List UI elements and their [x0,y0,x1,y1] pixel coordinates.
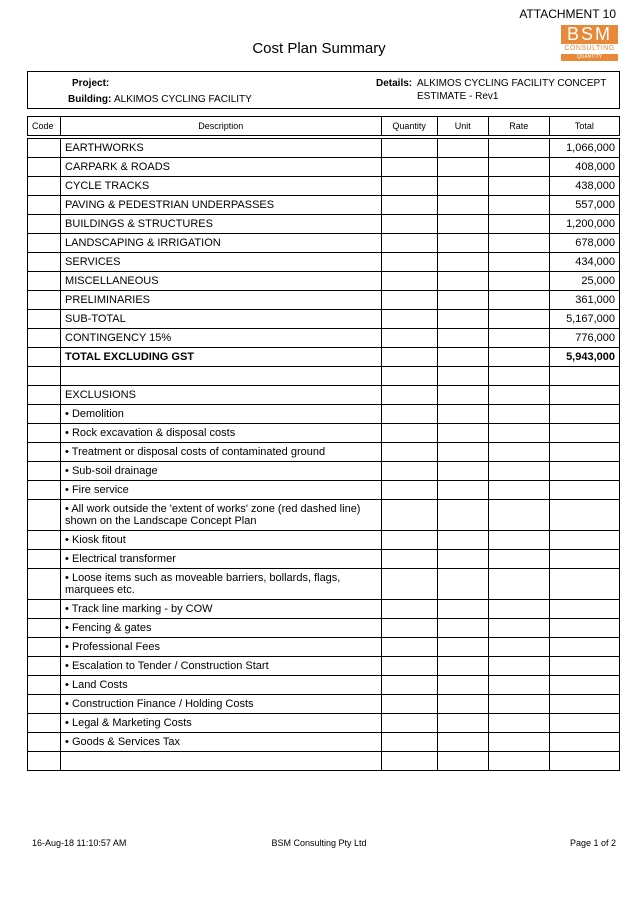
total-cell: 25,000 [549,272,619,291]
total-cell [549,657,619,676]
footer-company: BSM Consulting Pty Ltd [271,838,367,848]
table-row [28,462,620,481]
total-cell: 5,943,000 [549,348,619,367]
logo-tag: QUANTITY SURVEYORS [561,54,618,61]
code-cell [28,177,61,196]
total-cell [549,695,619,714]
code-cell [28,310,61,329]
code-cell [28,253,61,272]
rate-cell [488,443,549,462]
quantity-cell [381,714,437,733]
table-row [28,550,620,569]
rate-cell [488,272,549,291]
rate-cell [488,291,549,310]
description-cell: CARPARK & ROADS [61,158,382,177]
page-title: Cost Plan Summary [252,40,386,57]
unit-cell [437,752,488,771]
description-cell: BUILDINGS & STRUCTURES [61,215,382,234]
code-cell [28,215,61,234]
description-cell: • Kiosk fitout [61,531,382,550]
code-cell [28,550,61,569]
code-cell [28,752,61,771]
total-cell [549,500,619,531]
table-row [28,405,620,424]
quantity-cell [381,638,437,657]
quantity-cell [381,550,437,569]
quantity-cell [381,462,437,481]
description-cell: MISCELLANEOUS [61,272,382,291]
description-cell: LANDSCAPING & IRRIGATION [61,234,382,253]
description-cell: • All work outside the 'extent of works' zone (red dashed line) shown on the Landscape Concept Plan [61,500,382,531]
table-row [28,569,620,600]
table-row [28,253,620,272]
total-cell [549,676,619,695]
rate-cell [488,158,549,177]
total-cell: 361,000 [549,291,619,310]
code-cell [28,348,61,367]
footer-timestamp: 16-Aug-18 11:10:57 AM [32,838,127,848]
unit-cell [437,638,488,657]
unit-cell [437,676,488,695]
total-cell [549,443,619,462]
quantity-cell [381,531,437,550]
table-row [28,638,620,657]
quantity-cell [381,657,437,676]
quantity-cell [381,310,437,329]
code-cell [28,158,61,177]
rate-cell [488,531,549,550]
unit-cell [437,531,488,550]
unit-cell [437,253,488,272]
quantity-cell [381,139,437,158]
quantity-cell [381,600,437,619]
unit-cell [437,462,488,481]
table-row [28,676,620,695]
rate-cell [488,600,549,619]
table-row [28,386,620,405]
description-cell: • Escalation to Tender / Construction Start [61,657,382,676]
total-cell [549,405,619,424]
rate-cell [488,405,549,424]
total-cell: 5,167,000 [549,310,619,329]
unit-cell [437,424,488,443]
table-row [28,348,620,367]
building-value: ALKIMOS CYCLING FACILITY [114,94,252,105]
total-cell [549,481,619,500]
rate-cell [488,676,549,695]
unit-cell [437,714,488,733]
total-cell [549,733,619,752]
description-cell: • Sub-soil drainage [61,462,382,481]
quantity-cell [381,272,437,291]
quantity-cell [381,234,437,253]
rate-cell [488,500,549,531]
description-cell: • Track line marking - by COW [61,600,382,619]
code-cell [28,291,61,310]
code-cell [28,657,61,676]
table-row [28,733,620,752]
quantity-cell [381,291,437,310]
total-cell [549,550,619,569]
total-cell: 434,000 [549,253,619,272]
quantity-cell [381,695,437,714]
rate-cell [488,177,549,196]
quantity-cell [381,481,437,500]
quantity-cell [381,619,437,638]
code-cell [28,733,61,752]
total-cell [549,600,619,619]
total-cell [549,569,619,600]
total-cell: 776,000 [549,329,619,348]
rate-cell [488,657,549,676]
description-cell: • Legal & Marketing Costs [61,714,382,733]
unit-cell [437,196,488,215]
total-cell [549,367,619,386]
code-cell [28,569,61,600]
code-cell [28,443,61,462]
rate-cell [488,619,549,638]
quantity-cell [381,405,437,424]
quantity-cell [381,367,437,386]
table-row [28,215,620,234]
table-row [28,291,620,310]
unit-cell [437,405,488,424]
description-cell: • Land Costs [61,676,382,695]
code-cell [28,462,61,481]
description-cell: • Fencing & gates [61,619,382,638]
description-cell: SERVICES [61,253,382,272]
quantity-cell [381,348,437,367]
rate-cell [488,348,549,367]
code-cell [28,139,61,158]
cost-table [27,116,620,771]
project-info-box [27,71,620,109]
description-cell: TOTAL EXCLUDING GST [61,348,382,367]
unit-cell [437,310,488,329]
unit-cell [437,443,488,462]
table-header-row [28,117,620,136]
rate-cell [488,695,549,714]
table-row [28,234,620,253]
code-cell [28,481,61,500]
code-cell [28,329,61,348]
description-cell: • Rock excavation & disposal costs [61,424,382,443]
quantity-cell [381,733,437,752]
code-cell [28,619,61,638]
table-row [28,752,620,771]
unit-cell [437,234,488,253]
unit-cell [437,158,488,177]
description-cell: • Demolition [61,405,382,424]
quantity-cell [381,443,437,462]
logo-sub: CONSULTING [564,45,615,52]
unit-cell [437,348,488,367]
description-cell: • Loose items such as moveable barriers, bollards, flags, marquees etc. [61,569,382,600]
table-row [28,177,620,196]
unit-cell [437,600,488,619]
code-cell [28,600,61,619]
col-rate-header: Rate [488,117,549,136]
code-cell [28,676,61,695]
rate-cell [488,139,549,158]
code-cell [28,695,61,714]
rate-cell [488,569,549,600]
rate-cell [488,215,549,234]
unit-cell [437,215,488,234]
table-row [28,531,620,550]
rate-cell [488,550,549,569]
table-row [28,272,620,291]
code-cell [28,638,61,657]
unit-cell [437,177,488,196]
code-cell [28,386,61,405]
description-cell [61,367,382,386]
description-cell: • Construction Finance / Holding Costs [61,695,382,714]
unit-cell [437,500,488,531]
total-cell [549,638,619,657]
total-cell: 438,000 [549,177,619,196]
code-cell [28,424,61,443]
quantity-cell [381,500,437,531]
table-row [28,310,620,329]
total-cell [549,714,619,733]
unit-cell [437,139,488,158]
description-cell [61,752,382,771]
description-cell: EARTHWORKS [61,139,382,158]
footer-page: Page 1 of 2 [569,838,616,848]
unit-cell [437,291,488,310]
table-row [28,329,620,348]
unit-cell [437,657,488,676]
total-cell [549,752,619,771]
unit-cell [437,367,488,386]
quantity-cell [381,424,437,443]
code-cell [28,500,61,531]
rate-cell [488,733,549,752]
description-cell: PRELIMINARIES [61,291,382,310]
attachment-label: ATTACHMENT 10 [519,7,616,21]
unit-cell [437,569,488,600]
unit-cell [437,550,488,569]
rate-cell [488,386,549,405]
rate-cell [488,367,549,386]
table-row [28,367,620,386]
col-description-header: Description [61,117,382,136]
rate-cell [488,638,549,657]
total-cell: 1,200,000 [549,215,619,234]
rate-cell [488,462,549,481]
code-cell [28,367,61,386]
col-quantity-header: Quantity [381,117,437,136]
description-cell: • Treatment or disposal costs of contaminated ground [61,443,382,462]
details-line-2: ESTIMATE - Rev1 [417,91,499,102]
table-row [28,600,620,619]
description-cell: CYCLE TRACKS [61,177,382,196]
total-cell: 1,066,000 [549,139,619,158]
description-cell: EXCLUSIONS [61,386,382,405]
table-row [28,424,620,443]
total-cell [549,531,619,550]
quantity-cell [381,177,437,196]
col-code-header: Code [28,117,61,136]
table-row [28,500,620,531]
quantity-cell [381,676,437,695]
unit-cell [437,733,488,752]
total-cell: 678,000 [549,234,619,253]
description-cell: • Goods & Services Tax [61,733,382,752]
table-row [28,714,620,733]
description-cell: PAVING & PEDESTRIAN UNDERPASSES [61,196,382,215]
unit-cell [437,695,488,714]
quantity-cell [381,196,437,215]
description-cell: SUB-TOTAL [61,310,382,329]
col-total-header: Total [549,117,619,136]
quantity-cell [381,386,437,405]
code-cell [28,196,61,215]
total-cell: 557,000 [549,196,619,215]
total-cell: 408,000 [549,158,619,177]
table-row [28,139,620,158]
code-cell [28,714,61,733]
quantity-cell [381,752,437,771]
rate-cell [488,714,549,733]
unit-cell [437,481,488,500]
code-cell [28,234,61,253]
unit-cell [437,329,488,348]
code-cell [28,272,61,291]
description-cell: • Electrical transformer [61,550,382,569]
rate-cell [488,196,549,215]
project-label: Project: [72,78,110,89]
rate-cell [488,329,549,348]
code-cell [28,531,61,550]
description-cell: • Professional Fees [61,638,382,657]
description-cell: CONTINGENCY 15% [61,329,382,348]
table-row [28,196,620,215]
rate-cell [488,234,549,253]
unit-cell [437,619,488,638]
quantity-cell [381,569,437,600]
building-label: Building: [68,94,112,105]
total-cell [549,619,619,638]
rate-cell [488,424,549,443]
quantity-cell [381,329,437,348]
rate-cell [488,481,549,500]
total-cell [549,462,619,481]
table-row [28,481,620,500]
details-label: Details: [376,78,413,89]
quantity-cell [381,215,437,234]
unit-cell [437,272,488,291]
table-row [28,443,620,462]
total-cell [549,424,619,443]
description-cell: • Fire service [61,481,382,500]
rate-cell [488,310,549,329]
rate-cell [488,253,549,272]
logo-name: BSM [561,25,618,44]
table-row [28,158,620,177]
table-row [28,657,620,676]
unit-cell [437,386,488,405]
col-unit-header: Unit [437,117,488,136]
table-row [28,619,620,638]
table-row [28,695,620,714]
code-cell [28,405,61,424]
details-line-1: ALKIMOS CYCLING FACILITY CONCEPT [417,78,607,89]
rate-cell [488,752,549,771]
quantity-cell [381,158,437,177]
total-cell [549,386,619,405]
quantity-cell [381,253,437,272]
